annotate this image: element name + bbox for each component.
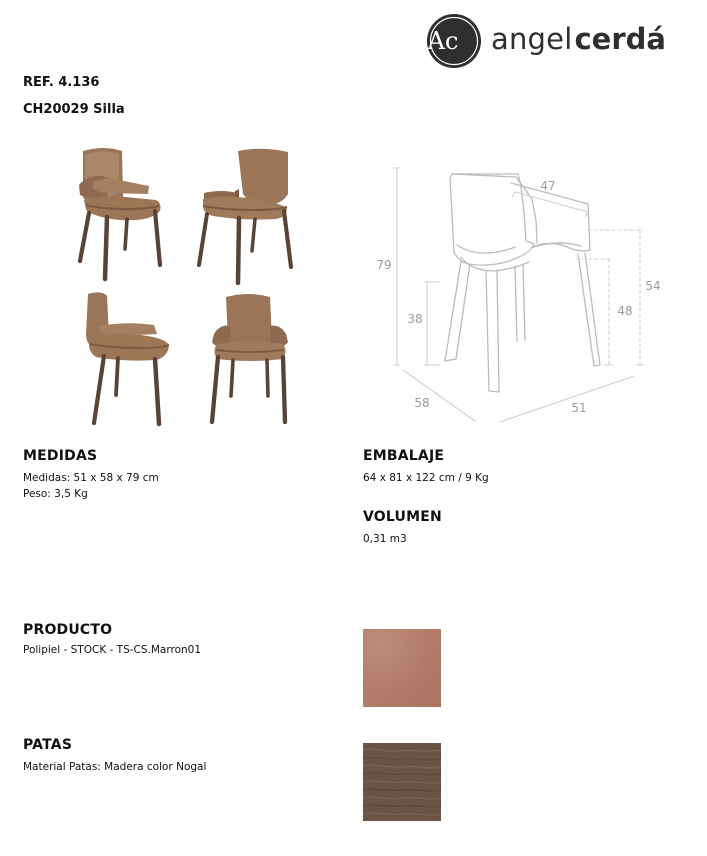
product-name: CH20029 Silla: [23, 102, 125, 117]
volumen-value: 0,31 m3: [363, 533, 407, 545]
reference-code: REF. 4.136: [23, 75, 100, 90]
medidas-title: MEDIDAS: [23, 448, 98, 464]
patas-title: PATAS: [23, 737, 73, 753]
embalaje-details: 64 x 81 x 122 cm / 9 Kg: [363, 472, 489, 484]
dimension-label-79: 79: [376, 258, 392, 272]
dimension-label-54: 54: [645, 279, 661, 293]
technical-drawing-svg: [360, 160, 680, 432]
wood-grain-texture: [363, 743, 441, 821]
volumen-title: VOLUMEN: [363, 509, 442, 525]
dimension-label-38: 38: [407, 312, 423, 326]
chair-photo-front-left: [73, 145, 169, 285]
brand-name-light: angel: [491, 22, 573, 56]
brand-mark-letter-a: Ac: [427, 27, 459, 55]
chair-photo-back-left: [195, 146, 295, 285]
brand-mark-icon: [425, 12, 483, 70]
chair-outline: [445, 174, 600, 392]
brand-name-bold: cerdá: [574, 22, 666, 56]
brand-name: [491, 22, 666, 56]
dimension-lines: [394, 168, 644, 422]
medidas-weight: Peso: 3,5 Kg: [23, 488, 88, 500]
producto-title: PRODUCTO: [23, 622, 113, 638]
dimension-label-47: 47: [540, 179, 556, 193]
wood-swatch: [363, 743, 441, 821]
medidas-dimensions: Medidas: 51 x 58 x 79 cm: [23, 472, 159, 484]
dimension-label-51: 51: [571, 401, 587, 415]
patas-details: Material Patas: Madera color Nogal: [23, 761, 207, 773]
embalaje-title: EMBALAJE: [363, 448, 445, 464]
technical-drawing: [360, 160, 680, 432]
chair-photo-side: [82, 290, 174, 428]
dimension-label-58: 58: [414, 396, 430, 410]
fabric-swatch: [363, 629, 441, 707]
producto-details: Polipiel - STOCK - TS-CS.Marron01: [23, 644, 202, 656]
dimension-label-48: 48: [617, 304, 633, 318]
chair-photo-front: [205, 291, 295, 427]
brand-logo: [425, 12, 687, 72]
